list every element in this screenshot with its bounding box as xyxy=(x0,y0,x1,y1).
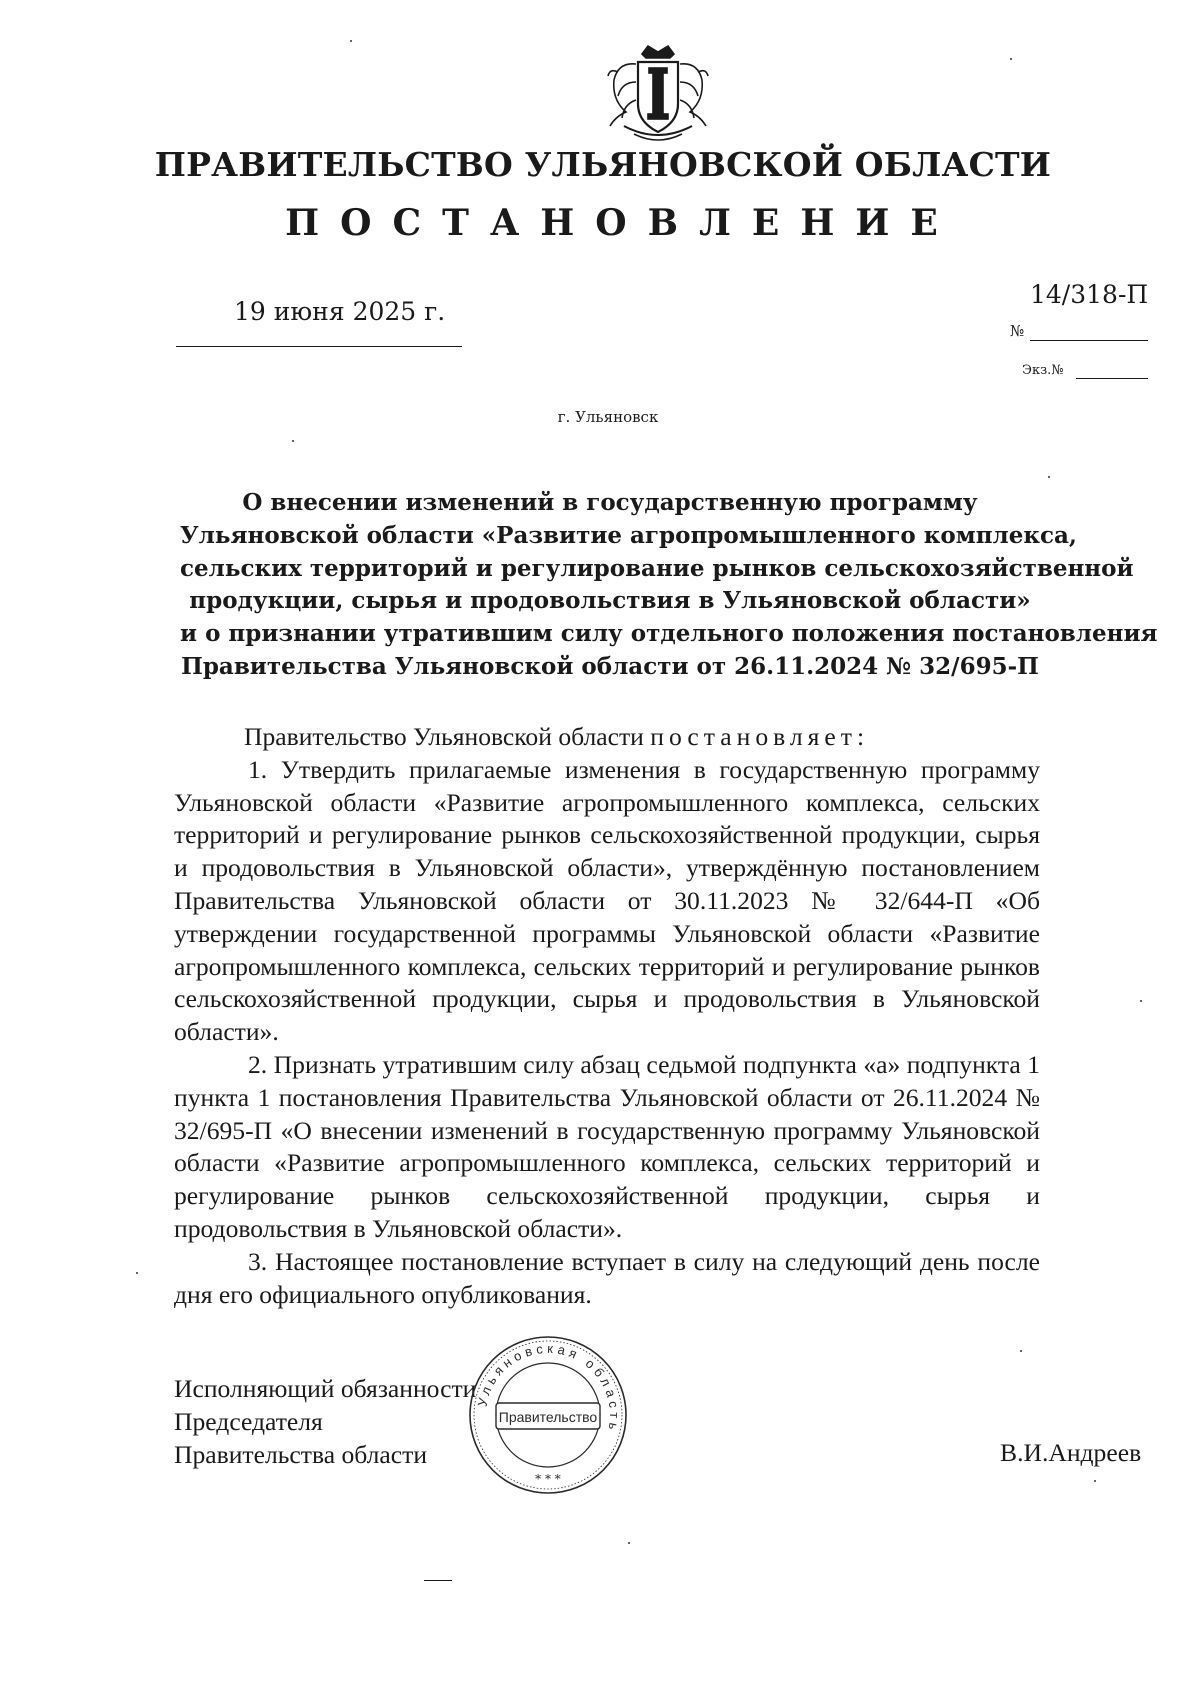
seal-star-icon: * * * xyxy=(535,1472,561,1486)
document-type-title: ПОСТАНОВЛЕНИЕ xyxy=(285,202,959,244)
scan-speck xyxy=(1020,1350,1022,1352)
date-underline xyxy=(176,346,462,347)
coat-of-arms-emblem xyxy=(604,42,712,148)
scan-speck xyxy=(628,1542,630,1544)
scan-speck xyxy=(1094,1480,1096,1482)
paragraph-1: 1. Утвердить прилагаемые изменения в государственную программу Ульяновской области «Развитие агропромышленного комплекса, сельских территорий и регулирование рынков сельскохозяйственной продукции, сырья и продовольствия в Ульяновской области», утверждённую постановлением Правительства Ульяновской области от 30.11.2023 № 32/644-П «Об утверждении государственной программы Ульяновской области «Развитие агропромышленного комплекса, сельских территорий и регулирование рынков сельскохозяйственной продукции, сырья и продовольствия в Ульяновской области». xyxy=(174,754,1040,1047)
scan-mark xyxy=(424,1580,452,1581)
title-line: Правительства Ульяновской области от 26.11.2024 № 32/695-П xyxy=(181,652,1039,680)
title-line: продукции, сырья и продовольствия в Ульяновской области» xyxy=(189,587,1031,615)
seal-center-text: Правительство xyxy=(498,1409,598,1425)
position-line: Правительства области xyxy=(174,1440,428,1469)
preamble-verb: постановляет: xyxy=(650,722,870,751)
preamble xyxy=(174,721,1040,754)
scan-speck xyxy=(136,1272,138,1274)
scan-speck xyxy=(1140,1000,1142,1002)
official-seal xyxy=(466,1333,630,1497)
signatory-name: В.И.Андреев xyxy=(1000,1438,1142,1467)
document-body xyxy=(174,721,1040,1311)
document-number: 14/318-П xyxy=(1030,280,1149,309)
scan-speck xyxy=(292,440,294,442)
signatory-position xyxy=(174,1372,476,1471)
seal-ring-text: Ульяновская область xyxy=(474,1340,623,1436)
organization-title: ПРАВИТЕЛЬСТВО УЛЬЯНОВСКОЙ ОБЛАСТИ xyxy=(154,145,1052,184)
document-title xyxy=(180,487,1158,684)
number-label: № xyxy=(1010,322,1025,340)
title-line: Ульяновской области «Развитие агропромышленного комплекса, xyxy=(180,521,1077,549)
scan-speck xyxy=(1048,476,1050,478)
copy-number-label: Экз.№ xyxy=(1022,363,1064,378)
title-line: О внесении изменений в государственную программу xyxy=(242,489,978,516)
document-date: 19 июня 2025 г. xyxy=(234,297,446,326)
position-line: Исполняющий обязанности xyxy=(174,1374,477,1403)
title-line: сельских территорий и регулирование рынков сельскохозяйственной xyxy=(180,554,1134,582)
number-underline xyxy=(1030,340,1148,341)
preamble-subject: Правительство Ульяновской области xyxy=(244,722,644,751)
city-of-issue: г. Ульяновск xyxy=(557,408,659,426)
scan-speck xyxy=(1010,58,1012,60)
scan-speck xyxy=(350,40,352,42)
paragraph-3: 3. Настоящее постановление вступает в силу на следующий день после дня его официального опубликования. xyxy=(174,1246,1040,1309)
title-line: и о признании утратившим силу отдельного положения постановления xyxy=(180,620,1158,648)
paragraph-2: 2. Признать утратившим силу абзац седьмой подпункта «а» подпункта 1 пункта 1 постановления Правительства Ульяновской области от 26.11.2024 № 32/695-П «О внесении изменений в государственную программу Ульяновской области «Развитие агропромышленного комплекса, сельских территорий и регулирование рынков сельскохозяйственной продукции, сырья и продовольствия в Ульяновской области». xyxy=(174,1049,1040,1243)
position-line: Председателя xyxy=(174,1407,323,1436)
copy-number-underline xyxy=(1076,378,1148,379)
